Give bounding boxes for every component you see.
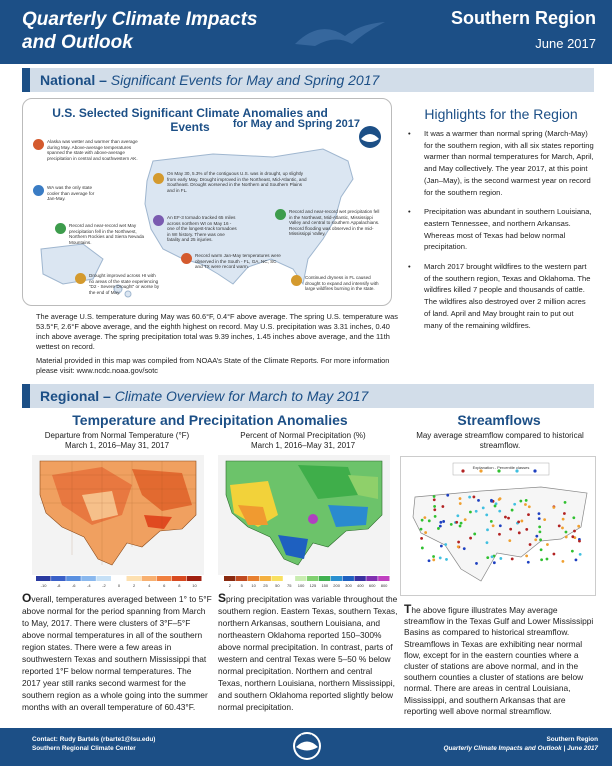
streamgage-station [577,525,580,528]
streamgage-station [561,527,564,530]
streamgage-station [538,512,541,515]
streamgage-station [575,558,578,561]
precip-legend-label: 2 [228,583,232,588]
temp-legend-label: 4 [148,583,151,588]
temperature-departure-map [32,455,204,575]
precip-legend-label: 50 [275,583,280,588]
precip-legend-swatch [378,576,389,581]
streamgage-station [571,550,574,553]
temp-legend-swatch [142,576,157,581]
streamgage-station [450,523,453,526]
streamgage-station [538,517,541,520]
map-note: Drought improved across HI with no areas of the state experiencing “D2 - Severe Drought” or worse by the end of May. [89,273,160,295]
footer-contact: Contact: Rudy Bartels (rbarte1@lsu.edu) [32,736,156,743]
streamgage-station [513,503,516,506]
streamgage-station [445,558,448,561]
streamgage-station [439,557,442,560]
precip-legend-swatch [354,576,365,581]
streamgage-station [459,502,462,505]
temperature-anomaly-icon [33,139,44,150]
map-note: An EF-3 tornado tracked 65 miles across northern WI on May 16 - one of the longest-track tornadoes in WI history. There was one fatality and 25 injuries. [167,215,237,242]
precip-legend-swatch [307,576,318,581]
precipitation-narrative [218,592,398,713]
streamgage-station [440,545,443,548]
precip-legend-swatch [331,576,342,581]
temp-legend-swatch [66,576,81,581]
temp-narrative-text: verall, temperatures averaged between 1° to 5°F above normal for the period spanning from March to May, 2017. There were clusters of 3°F–5°F above normal temperatures in all of the southern region states. There were a few areas in southwestern Texas and southern Mississippi that reported 1°F below normal temperatures. The 2017 year still ranks second warmest for the southern region as a whole going into the summer months with an overall temperature of 60.43°F. [22,594,212,712]
streamgage-station [464,518,467,521]
map-note: Continued dryness in FL caused drought to expand and intensify with large wildfires burning in the state. [305,275,379,291]
streamgage-station [459,525,462,528]
streamgage-station [565,531,568,534]
streamflow-caption: May average streamflow compared to historical streamflow. [416,431,584,450]
streamgage-station [493,561,496,564]
streamgage-station [524,503,527,506]
drought-icon [291,275,302,286]
national-bar-label: National – [40,72,111,88]
streamflow-narrative-drop-cap: T [404,602,412,616]
map-note: Record and near-record wet May precipitation fell in the Northwest, Northern Rockies and Sierra Nevada Mountains. [69,223,145,245]
map-subtitle: for May and Spring 2017 [232,118,360,130]
streamgage-station [578,540,581,543]
streamflow-narrative [404,604,594,717]
footer-publication-text: Quarterly Climate Impacts and Outlook | June 2017 [443,744,598,752]
streamgage-station [562,518,565,521]
publication-title: Quarterly Climate Impacts and Outlook [22,9,258,53]
region-name: Southern Region [451,8,596,28]
precip-legend-label: 600 [368,583,376,588]
streamgage-station [525,499,528,502]
streamgage-station [433,505,436,508]
streamgage-station [420,537,423,540]
precip-legend-label: 300 [345,583,352,588]
streamgage-station [511,509,514,512]
streamgage-station [469,511,472,514]
streamgage-station [540,558,543,561]
streamgage-station [564,501,567,504]
precip-legend [222,576,392,590]
national-bar-subtitle: Significant Events for May and Spring 2017 [110,72,380,88]
highlight-item: • March 2017 brought wildfires to the western part of the southern region, Texas and Oklahoma. The wildfires killed 7 people and thousands of cattle. The wildfires also destroyed over 2 million acres of land. April and May brought rain to put out many of the remaining wildfires. [404,261,594,331]
temp-precip-heading: Temperature and Precipitation Anomalies [72,412,348,428]
streamgage-station [432,555,435,558]
streamgage-station [439,521,442,524]
temp-map-caption [22,431,212,451]
streamgage-station [424,531,427,534]
streamgage-station [433,498,436,501]
regional-bar-label: Regional – [40,388,115,404]
national-summary: The average U.S. temperature during May was 60.6°F, 0.4°F above average. The spring U.S. temperature was 53.5°F, 2.6°F above average, and the eighth highest on record. May U.S. precipitation was 3.31 inches, 0.40 inch above average. The spring precipitation total was 9.39 inches, 1.45 inches above average, and the 11th wettest on record. [36,312,398,351]
precip-legend-label: 100 [297,583,305,588]
streamgage-station [457,545,460,548]
drought-icon [75,273,86,284]
temp-caption-line1: Departure from Normal Temperature (°F) [44,431,190,440]
streamgage-station [477,499,480,502]
streamgage-station [441,505,444,508]
streamgage-station [463,547,466,550]
temp-map-graphic [32,455,204,575]
streamgage-station [492,524,495,527]
streamgage-station [456,514,459,517]
footer-publication-block [390,736,598,753]
temp-caption-line2: March 1, 2016–May 31, 2017 [64,441,170,450]
temp-legend-label: -6 [71,583,76,588]
streamgage-station [486,556,489,559]
precip-legend-label: 75 [286,583,292,588]
streamgage-station [546,543,549,546]
map-note: Record and near-record wet precipitation fell in the Northeast, Mid-Atlantic, Mississippi Valley and central to southern Appalachians. Record flooding was observed in the mid-Mississippi Valley. [289,209,380,236]
streamgage-station [527,513,530,516]
map-note: WA was the only state cooler than average for Jan-May. [47,185,95,201]
streamgage-station [561,560,564,563]
streamgage-station [421,547,424,550]
streamflow-map-graphic [401,457,597,597]
footer-center: Southern Regional Climate Center [32,744,136,752]
bird-icon [290,14,390,54]
precip-legend-label: 5 [240,583,243,588]
temp-legend [34,576,204,590]
streamgage-station [546,558,549,561]
temp-legend-label: -10 [40,583,47,588]
streamgage-station [490,520,493,523]
streamgage-station [499,524,502,527]
streamgage-station [535,535,538,538]
streamgage-station [540,548,543,551]
streamflow-heading: Streamflows [457,412,541,428]
highlights-heading: Highlights for the Region [424,106,578,122]
temp-legend-swatch [96,576,111,581]
streamgage-station [539,538,542,541]
streamgage-station [571,535,574,538]
streamgage-station [498,533,501,536]
streamgage-station [459,497,462,500]
precip-map-caption [210,431,396,451]
streamgage-station [543,518,546,521]
streamgage-station [528,505,531,508]
streamgage-station [428,519,431,522]
temperature-anomaly-icon [181,253,192,264]
streamgage-station [475,510,478,513]
wet-anomaly-icon [55,223,66,234]
temp-legend-label: -8 [56,583,61,588]
streamgage-station [494,505,497,508]
streamgage-station [423,516,426,519]
noaa-logo-text: NOAA [301,733,313,738]
streamgage-station [504,516,507,519]
temp-legend-swatch [51,576,66,581]
streamgage-station [428,559,431,562]
streamgage-station [519,500,522,503]
precip-legend-swatch [224,576,235,581]
temp-legend-swatch [127,576,142,581]
precip-narrative-drop-cap: S [218,591,227,605]
precip-legend-swatch [366,576,377,581]
streamflow-narrative-text: he above figure illustrates May average streamflow in the Texas Gulf and Lower Mississippi Basins as compared to historical streamflow. Streamflows in Texas are exhibiting near normal flow, except for in the eastern counties where a cluster of stations are above normal, and in the southern counties a cluster of stations are below normal. There are areas in central Louisiana, Mississippi, and southern Arkansas that are reporting well above normal streamflow. [404,605,594,716]
precip-legend-label: 200 [333,583,340,588]
map-note: Record warm Jan-May temperatures were observed in the South - FL, GA, NC, SC and TX were record warm. [195,253,281,269]
precip-legend-swatch [343,576,354,581]
noaa-logo-icon [358,125,382,149]
streamgage-station [563,512,566,515]
streamgage-station [579,553,582,556]
streamgage-station [498,498,501,501]
tornado-icon [153,215,164,226]
streamgage-station [527,561,530,564]
streamgage-station [485,514,488,517]
streamgage-station [517,520,520,523]
streamgage-station [508,539,511,542]
streamgage-station [434,515,437,518]
streamgage-station [491,555,494,558]
footer-contact-block [32,736,272,753]
streamgage-station [486,528,489,531]
precip-legend-label: 800 [380,583,388,588]
streamgage-station [472,496,475,499]
streamgage-station [420,528,423,531]
precip-legend-swatch [248,576,259,581]
footer-region: Southern Region [546,736,598,743]
streamgage-station [565,536,568,539]
precip-map-graphic [218,455,390,575]
precip-caption-line2: March 1, 2016–May 31, 2017 [250,441,356,450]
streamgage-station [444,543,447,546]
streamgage-station [439,525,442,528]
precip-legend-swatch [236,576,247,581]
national-section-bar [22,68,594,92]
streamgage-station [432,558,435,561]
temp-legend-label: 10 [192,583,197,588]
precip-narrative-text: pring precipitation was variable throughout the southern region. Eastern Texas, southern Texas, northern Arkansas, southern Louisiana, and northeastern Oklahoma reported 150–300% above normal precipitation. In contrast, parts of western and central Texas were 5–50 % below normal precipitation. Northern and central Texas, northern Louisiana, northern Mississippi, and southern Oklahoma reported slightly below normal precipitation. [218,594,398,712]
streamflow-map [400,456,596,596]
temp-legend-label: -4 [87,583,91,588]
precip-legend-label: 25 [263,583,268,588]
issue-date: June 2017 [535,36,596,51]
streamgage-station [490,499,493,502]
precipitation-percent-map [218,455,390,575]
temp-legend-label: 8 [178,583,181,588]
streamgage-station [525,554,528,557]
map-note: On May 30, 5.3% of the contiguous U.S. was in drought, up slightly from early May. Drought improved in the Northeast, Mid-Atlantic, and Southeast. Drought worsened in the Northern and Southern Plains and in FL. [167,171,307,193]
streamgage-station [455,521,458,524]
streamgage-station [460,522,463,525]
precip-legend-label: 400 [357,583,364,588]
highlight-item: • Precipitation was abundant in southern Louisiana, eastern Tennessee, and northern Arkansas. Whereas most of Texas had below normal precipitation. [404,206,594,253]
temp-legend-label: -2 [102,583,106,588]
highlights-list [404,128,594,339]
national-source-note: Material provided in this map was compiled from NOAA’s State of the Climate Reports. For more information please visit: www.ncdc.noaa.gov/sotc [36,356,390,375]
highlight-item: • It was a warmer than normal spring (March-May) for the southern region, with all six states reporting warmer than normal temperatures for March, April, and May collectively. The year 2017, at this point (Jan–May), is the second warmest year on record for the southern region. [404,128,594,198]
temp-legend-swatch [111,576,126,581]
streamgage-station [553,553,556,556]
precip-legend-swatch [271,576,282,581]
precip-caption-line1: Percent of Normal Precipitation (%) [240,431,366,440]
temp-legend-swatch [36,576,51,581]
streamgage-station [469,537,472,540]
regional-bar-subtitle: Climate Overview for March to May 2017 [114,388,369,404]
streamgage-station [498,510,501,513]
precip-legend-swatch [319,576,330,581]
streamgage-station [457,541,460,544]
temp-legend-label: 0 [117,583,121,588]
streamgage-station [509,528,512,531]
streamgage-station [507,517,510,520]
cool-anomaly-icon [33,185,44,196]
streamgage-station [499,557,502,560]
streamgage-station [486,541,489,544]
streamgage-station [534,538,537,541]
temp-legend-swatch [187,576,202,581]
streamgage-station [473,533,476,536]
streamgage-station [442,520,445,523]
streamgage-station [433,495,436,498]
streamgage-station [518,531,521,534]
wet-anomaly-icon [275,209,286,220]
temp-legend-swatch [157,576,172,581]
temp-legend-swatch [172,576,187,581]
streamgage-station [520,520,523,523]
precip-legend-swatch [283,576,294,581]
temp-legend-swatch [81,576,96,581]
map-title: U.S. Selected Significant Climate Anomalies and Events [52,106,328,134]
temp-legend-label: 2 [132,583,136,588]
precip-legend-swatch [260,576,271,581]
precip-legend-label: 10 [251,583,256,588]
temperature-narrative [22,592,212,713]
streamgage-station [529,543,532,546]
footer-publication [390,745,598,754]
precip-legend-swatch [295,576,306,581]
streamgage-station [573,530,576,533]
streamgage-station [558,524,561,527]
drought-icon [153,173,164,184]
temp-narrative-drop-cap: O [22,591,32,605]
map-note: Alaska was wetter and warmer than average during May. Above-average temperatures spanned the state with above-average precipitation in central and southwestern AK. [47,139,138,161]
streamgage-station [437,527,440,530]
streamgage-station [446,494,449,497]
streamgage-station [482,506,485,509]
streamgage-station [539,531,542,534]
streamgage-station [468,496,471,499]
streamgage-station [421,519,424,522]
streamgage-station [511,558,514,561]
streamgage-station [475,562,478,565]
regional-section-bar [22,384,594,408]
temp-legend-label: 6 [163,583,166,588]
streamgage-station [552,506,555,509]
streamgage-station [572,516,575,519]
streamgage-station [525,528,528,531]
precip-legend-label: 125 [309,583,317,588]
streamgage-station [538,526,541,529]
streamflow-legend-title: Explanation - Percentile classes [472,465,530,470]
precip-legend-label: 150 [321,583,329,588]
streamgage-station [433,508,436,511]
